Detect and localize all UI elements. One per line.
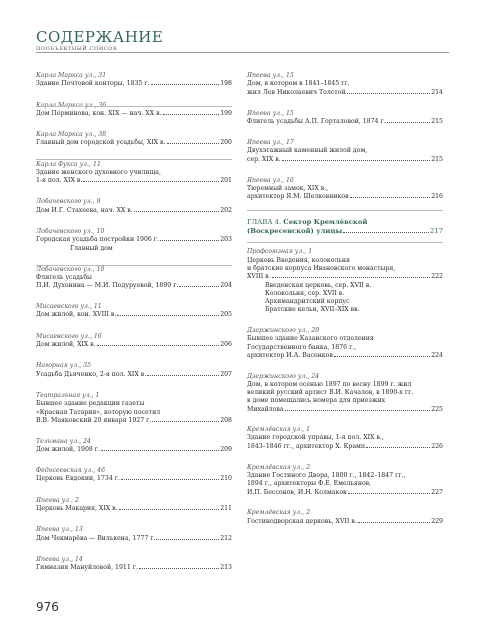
- dot-leader: [358, 522, 430, 523]
- section-divider: [36, 159, 232, 160]
- entry-line: [247, 489, 443, 497]
- page-ref: 202: [220, 206, 232, 214]
- entry-line: [36, 564, 232, 572]
- entry-text: Усадьба Дьяченко, 2-я пол. XIX в.: [36, 370, 147, 378]
- entry-line: [247, 193, 443, 201]
- entry-line: [247, 290, 443, 298]
- entry-text: Братские кельи, XVII–XIX вв.: [265, 306, 360, 314]
- entry-line: [36, 282, 232, 290]
- entry-line: [247, 118, 443, 126]
- street-address: Япеева ул., 15: [247, 72, 294, 79]
- entry-line: [247, 306, 443, 314]
- dot-leader: [117, 315, 219, 316]
- page-ref: 198: [220, 80, 232, 88]
- entry-text: Флигель усадьбы А.П. Горталовой, 1874 г.: [247, 117, 386, 125]
- dot-leader: [285, 410, 431, 411]
- page-ref: 205: [220, 311, 232, 319]
- toc-entry: [36, 198, 232, 215]
- toc-entry: [247, 72, 443, 97]
- toc-entry: [36, 526, 232, 543]
- street-address: Япеева ул., 17: [247, 139, 294, 147]
- entry-line: [36, 475, 232, 483]
- street-address: Профсоюзная ул., 1: [247, 248, 313, 256]
- toc-entry: [247, 509, 443, 526]
- street-address: Дзержинского ул., 24: [247, 372, 320, 380]
- entry-text: Церковь Введения, колокольня: [247, 256, 350, 264]
- page-ref: 201: [220, 177, 232, 185]
- toc-entry: [36, 102, 232, 119]
- entry-text: Дом И.Г. Стахеева, нач. XX в.: [36, 206, 133, 214]
- entry-line: [36, 400, 232, 408]
- page-number: 976: [36, 600, 59, 614]
- entry-line: [36, 311, 232, 319]
- dot-leader: [272, 277, 431, 278]
- street-address: Кремлёвская ул., 1: [247, 426, 311, 434]
- section-divider: [36, 265, 232, 266]
- dot-leader: [83, 181, 219, 182]
- entry-text: 1-я пол. XIX в.: [36, 177, 83, 185]
- entry-text: Главный дом: [70, 244, 113, 252]
- entry-line: [247, 518, 443, 526]
- dot-leader: [119, 509, 220, 510]
- entry-text: Городская усадьба постройки 1906 г.: [36, 236, 159, 244]
- toc-entry: [247, 373, 443, 414]
- dot-leader: [97, 345, 219, 346]
- section-divider: [247, 210, 443, 211]
- entry-text: Главный дом городской усадьбы, XIX в.: [36, 139, 166, 147]
- entry-text: Бывшее здание Казанского отделения: [247, 335, 374, 343]
- street-address: Лобачевского ул., 10: [36, 265, 105, 273]
- street-address: Япеева ул., 2: [36, 496, 79, 504]
- entry-text: 1843–1846 гг., архитектор Х. Крамп: [247, 442, 365, 450]
- dot-leader: [151, 84, 220, 85]
- entry-line: [247, 443, 443, 451]
- street-address: Карла Маркса ул., 36: [36, 101, 107, 109]
- entry-text: Гимназия Мануйловой, 1911 г.: [36, 564, 138, 572]
- entry-line: [36, 139, 232, 147]
- entry-line: [247, 352, 443, 360]
- toc-entry: [247, 464, 443, 497]
- entry-text: И.П. Бессонов, И.Н. Колмаков: [247, 488, 347, 496]
- entry-text: Введенская церковь, сер. XVII в.: [265, 281, 372, 289]
- dot-leader: [343, 232, 429, 233]
- toc-entry: [247, 327, 443, 360]
- page-subtitle: ПООБЪЕКТНЫЙ СПИСОК: [36, 46, 118, 52]
- entry-text: XVIII в.: [247, 273, 271, 281]
- entry-text: Здание Гостиного Двора, 1800 г., 1842–1847 гг.,: [247, 472, 406, 480]
- entry-text: жил Лев Николаевич Толстой: [247, 88, 346, 96]
- street-address: Карла Фукса ул., 11: [36, 160, 101, 168]
- chapter-title: (Воскресенской) улицы: [247, 227, 343, 236]
- entry-line: [247, 480, 443, 488]
- dot-leader: [282, 160, 430, 161]
- entry-text: архитектор Я.М. Шелковников: [247, 193, 349, 201]
- street-address: Тельмана ул., 24: [36, 437, 91, 445]
- street-address: Япеева ул., 14: [36, 556, 83, 563]
- entry-text: П.И. Духонина — М.И. Подуруевой, 1899 г.: [36, 282, 179, 290]
- dot-leader: [156, 539, 219, 540]
- toc-entry: [36, 556, 232, 573]
- dot-leader: [121, 479, 219, 480]
- entry-text: Двухэтажный каменный жилой дом,: [247, 147, 368, 155]
- chapter-label: ГЛАВА 4. Сектор Кремлёвской: [247, 218, 368, 227]
- entry-text: Дом, в котором в 1841–1845 гг.: [247, 80, 350, 88]
- toc-entry: [36, 333, 232, 350]
- page-ref: 216: [431, 193, 443, 201]
- entry-text: Здание женского духовного училища,: [36, 169, 161, 177]
- page-ref: 211: [220, 505, 232, 513]
- toc-entry: [247, 110, 443, 127]
- entry-line: [36, 409, 232, 417]
- entry-line: [247, 257, 443, 265]
- street-address: Япеева ул., 15: [247, 109, 294, 117]
- entry-text: в доме помещались номера для приезжих: [247, 397, 386, 405]
- page-title: СОДЕРЖАНИЕ: [36, 28, 164, 46]
- entry-text: Дом, в котором осенью 1897 по весну 1899 г. жил: [247, 380, 412, 388]
- entry-text: Дом Перминова, кон. XIX — нач. XX в.: [36, 109, 162, 117]
- street-address: Мисаевского ул., 11: [36, 303, 102, 311]
- toc-entry: [247, 177, 443, 202]
- page-ref: 213: [220, 564, 232, 572]
- entry-line: [247, 389, 443, 397]
- entry-line: [247, 434, 443, 442]
- page-ref: 222: [431, 273, 443, 281]
- entry-line: [36, 236, 232, 244]
- entry-line: [36, 274, 232, 282]
- street-address: Кремлёвская ул., 2: [247, 463, 311, 471]
- street-address: Япеева ул., 16: [247, 176, 294, 184]
- street-address: Япеева ул., 13: [36, 526, 83, 534]
- header-rule: [36, 52, 449, 53]
- street-address: Карла Маркса ул., 38: [36, 131, 107, 139]
- street-address: Лобачевского ул., 9: [36, 198, 101, 206]
- entry-text: Здание городской управы, 1-я пол. XIX в.,: [247, 434, 384, 442]
- dot-leader: [334, 356, 430, 357]
- entry-line: [36, 505, 232, 513]
- page-ref: 207: [220, 370, 232, 378]
- dot-leader: [348, 493, 431, 494]
- entry-line: [247, 335, 443, 343]
- entry-text: и братские корпуса Ивановского монастыря,: [247, 264, 396, 272]
- entry-line: [247, 80, 443, 88]
- street-address: Мисаевского ул., 16: [36, 332, 102, 340]
- street-address: Карла Маркса ул., 31: [36, 72, 107, 79]
- entry-line: [36, 169, 232, 177]
- entry-line: [36, 80, 232, 88]
- page-ref: 215: [431, 155, 443, 163]
- entry-line: [36, 446, 232, 454]
- dot-leader: [350, 197, 431, 198]
- toc-entry: [36, 131, 232, 148]
- entry-text: Дом жилой, 1908 г.: [36, 445, 100, 453]
- dot-leader: [160, 240, 219, 241]
- entry-text: Здание Почтовой конторы, 1835 г.: [36, 80, 150, 88]
- toc-entry: [36, 392, 232, 425]
- entry-line: [247, 265, 443, 273]
- page-ref: 214: [431, 88, 443, 96]
- toc-entry: [247, 426, 443, 451]
- dot-leader: [163, 114, 220, 115]
- page-ref: 209: [220, 445, 232, 453]
- entry-line: [247, 156, 443, 164]
- entry-text: Колокольня, сер. XVII в.: [265, 289, 345, 297]
- street-address: Нагорная ул., 35: [36, 362, 92, 370]
- entry-text: 1894 г., архитекторы Ф.Е. Емельянов,: [247, 480, 372, 488]
- page-ref: 215: [431, 117, 443, 125]
- entry-line: [36, 371, 232, 379]
- entry-text: Церковь Евдокии, 1734 г.: [36, 475, 120, 483]
- entry-text: Флигель усадьбы: [36, 273, 92, 281]
- street-address: Федосеевская ул., 46: [36, 467, 106, 475]
- entry-text: Архимандритский корпус: [265, 298, 350, 306]
- page-ref: 224: [431, 351, 443, 359]
- dot-leader: [139, 568, 219, 569]
- entry-text: Государственного банка, 1876 г.,: [247, 343, 357, 351]
- entry-line: [36, 177, 232, 185]
- page-ref: 225: [431, 405, 443, 413]
- entry-text: Гостинодворская церковь, XVII в.: [247, 517, 357, 525]
- entry-line: [247, 147, 443, 155]
- street-address: Лобачевского ул., 10: [36, 228, 105, 235]
- entry-text: великий русский артист В.И. Качалов, в 1890-х гг.: [247, 389, 414, 397]
- entry-text: Дом жилой, XIX в.: [36, 341, 96, 349]
- section-divider: [36, 106, 232, 107]
- dot-leader: [134, 211, 219, 212]
- entry-text: Дом Чекмарёва — Вилькена, 1777 г.: [36, 534, 156, 542]
- page-ref: 210: [220, 475, 232, 483]
- page-ref: 204: [220, 282, 232, 290]
- entry-line: [247, 472, 443, 480]
- toc-entry: [36, 266, 232, 291]
- dot-leader: [179, 286, 219, 287]
- page-ref: 226: [431, 442, 443, 450]
- entry-text: Тюремный замок, XIX в.,: [247, 185, 329, 193]
- entry-text: архитектор И.А. Васенков: [247, 351, 333, 359]
- dot-leader: [387, 122, 431, 123]
- page-ref: 206: [220, 341, 232, 349]
- street-address: Театральная ул., 1: [36, 392, 100, 399]
- dot-leader: [152, 421, 219, 422]
- toc-entry: [247, 248, 443, 314]
- street-address: Дзержинского ул., 20: [247, 327, 320, 334]
- toc-entry: [247, 139, 443, 164]
- entry-line: [36, 341, 232, 349]
- section-divider: [247, 242, 443, 243]
- street-address: Кремлёвская ул., 2: [247, 509, 311, 517]
- entry-text: Дом жилой, кон. XVIII в.: [36, 311, 117, 319]
- chapter-heading: [247, 218, 443, 236]
- entry-line: [36, 535, 232, 543]
- entry-line: [247, 344, 443, 352]
- dot-leader: [347, 93, 431, 94]
- page-ref: 229: [431, 517, 443, 525]
- toc-entry: [36, 497, 232, 514]
- entry-text: Церковь Макария, XIX в.: [36, 505, 118, 513]
- entry-line: [247, 381, 443, 389]
- toc-entry: [36, 228, 232, 253]
- dot-leader: [147, 375, 219, 376]
- entry-text: Бывшее здание редакции газеты: [36, 400, 145, 408]
- page-ref: 227: [431, 488, 443, 496]
- page-ref: 217: [430, 227, 443, 236]
- entry-line: [247, 89, 443, 97]
- toc-entry: [36, 161, 232, 186]
- entry-line: [36, 110, 232, 118]
- entry-line: [247, 406, 443, 414]
- entry-line: [36, 245, 232, 253]
- page-ref: 200: [220, 139, 232, 147]
- entry-line: [247, 185, 443, 193]
- toc-entry: [36, 72, 232, 89]
- entry-text: Михайлова: [247, 405, 284, 413]
- entry-line: [247, 273, 443, 281]
- entry-line: [247, 397, 443, 405]
- dot-leader: [366, 447, 430, 448]
- entry-text: В.В. Маяковский 20 января 1927 г.: [36, 416, 152, 424]
- entry-line: [247, 282, 443, 290]
- dot-leader: [167, 143, 220, 144]
- toc-entry: [36, 467, 232, 484]
- entry-text: сер. XIX в.: [247, 155, 281, 163]
- page-ref: 199: [220, 109, 232, 117]
- dot-leader: [101, 450, 219, 451]
- entry-line: [36, 417, 232, 425]
- page-ref: 208: [220, 416, 232, 424]
- entry-line: [247, 298, 443, 306]
- entry-line: [36, 207, 232, 215]
- toc-entry: [36, 303, 232, 320]
- toc-entry: [36, 362, 232, 379]
- entry-text: «Красная Татария», которую посетил: [36, 408, 161, 416]
- toc-entry: [36, 438, 232, 455]
- page-ref: 212: [220, 534, 232, 542]
- page-ref: 203: [220, 236, 232, 244]
